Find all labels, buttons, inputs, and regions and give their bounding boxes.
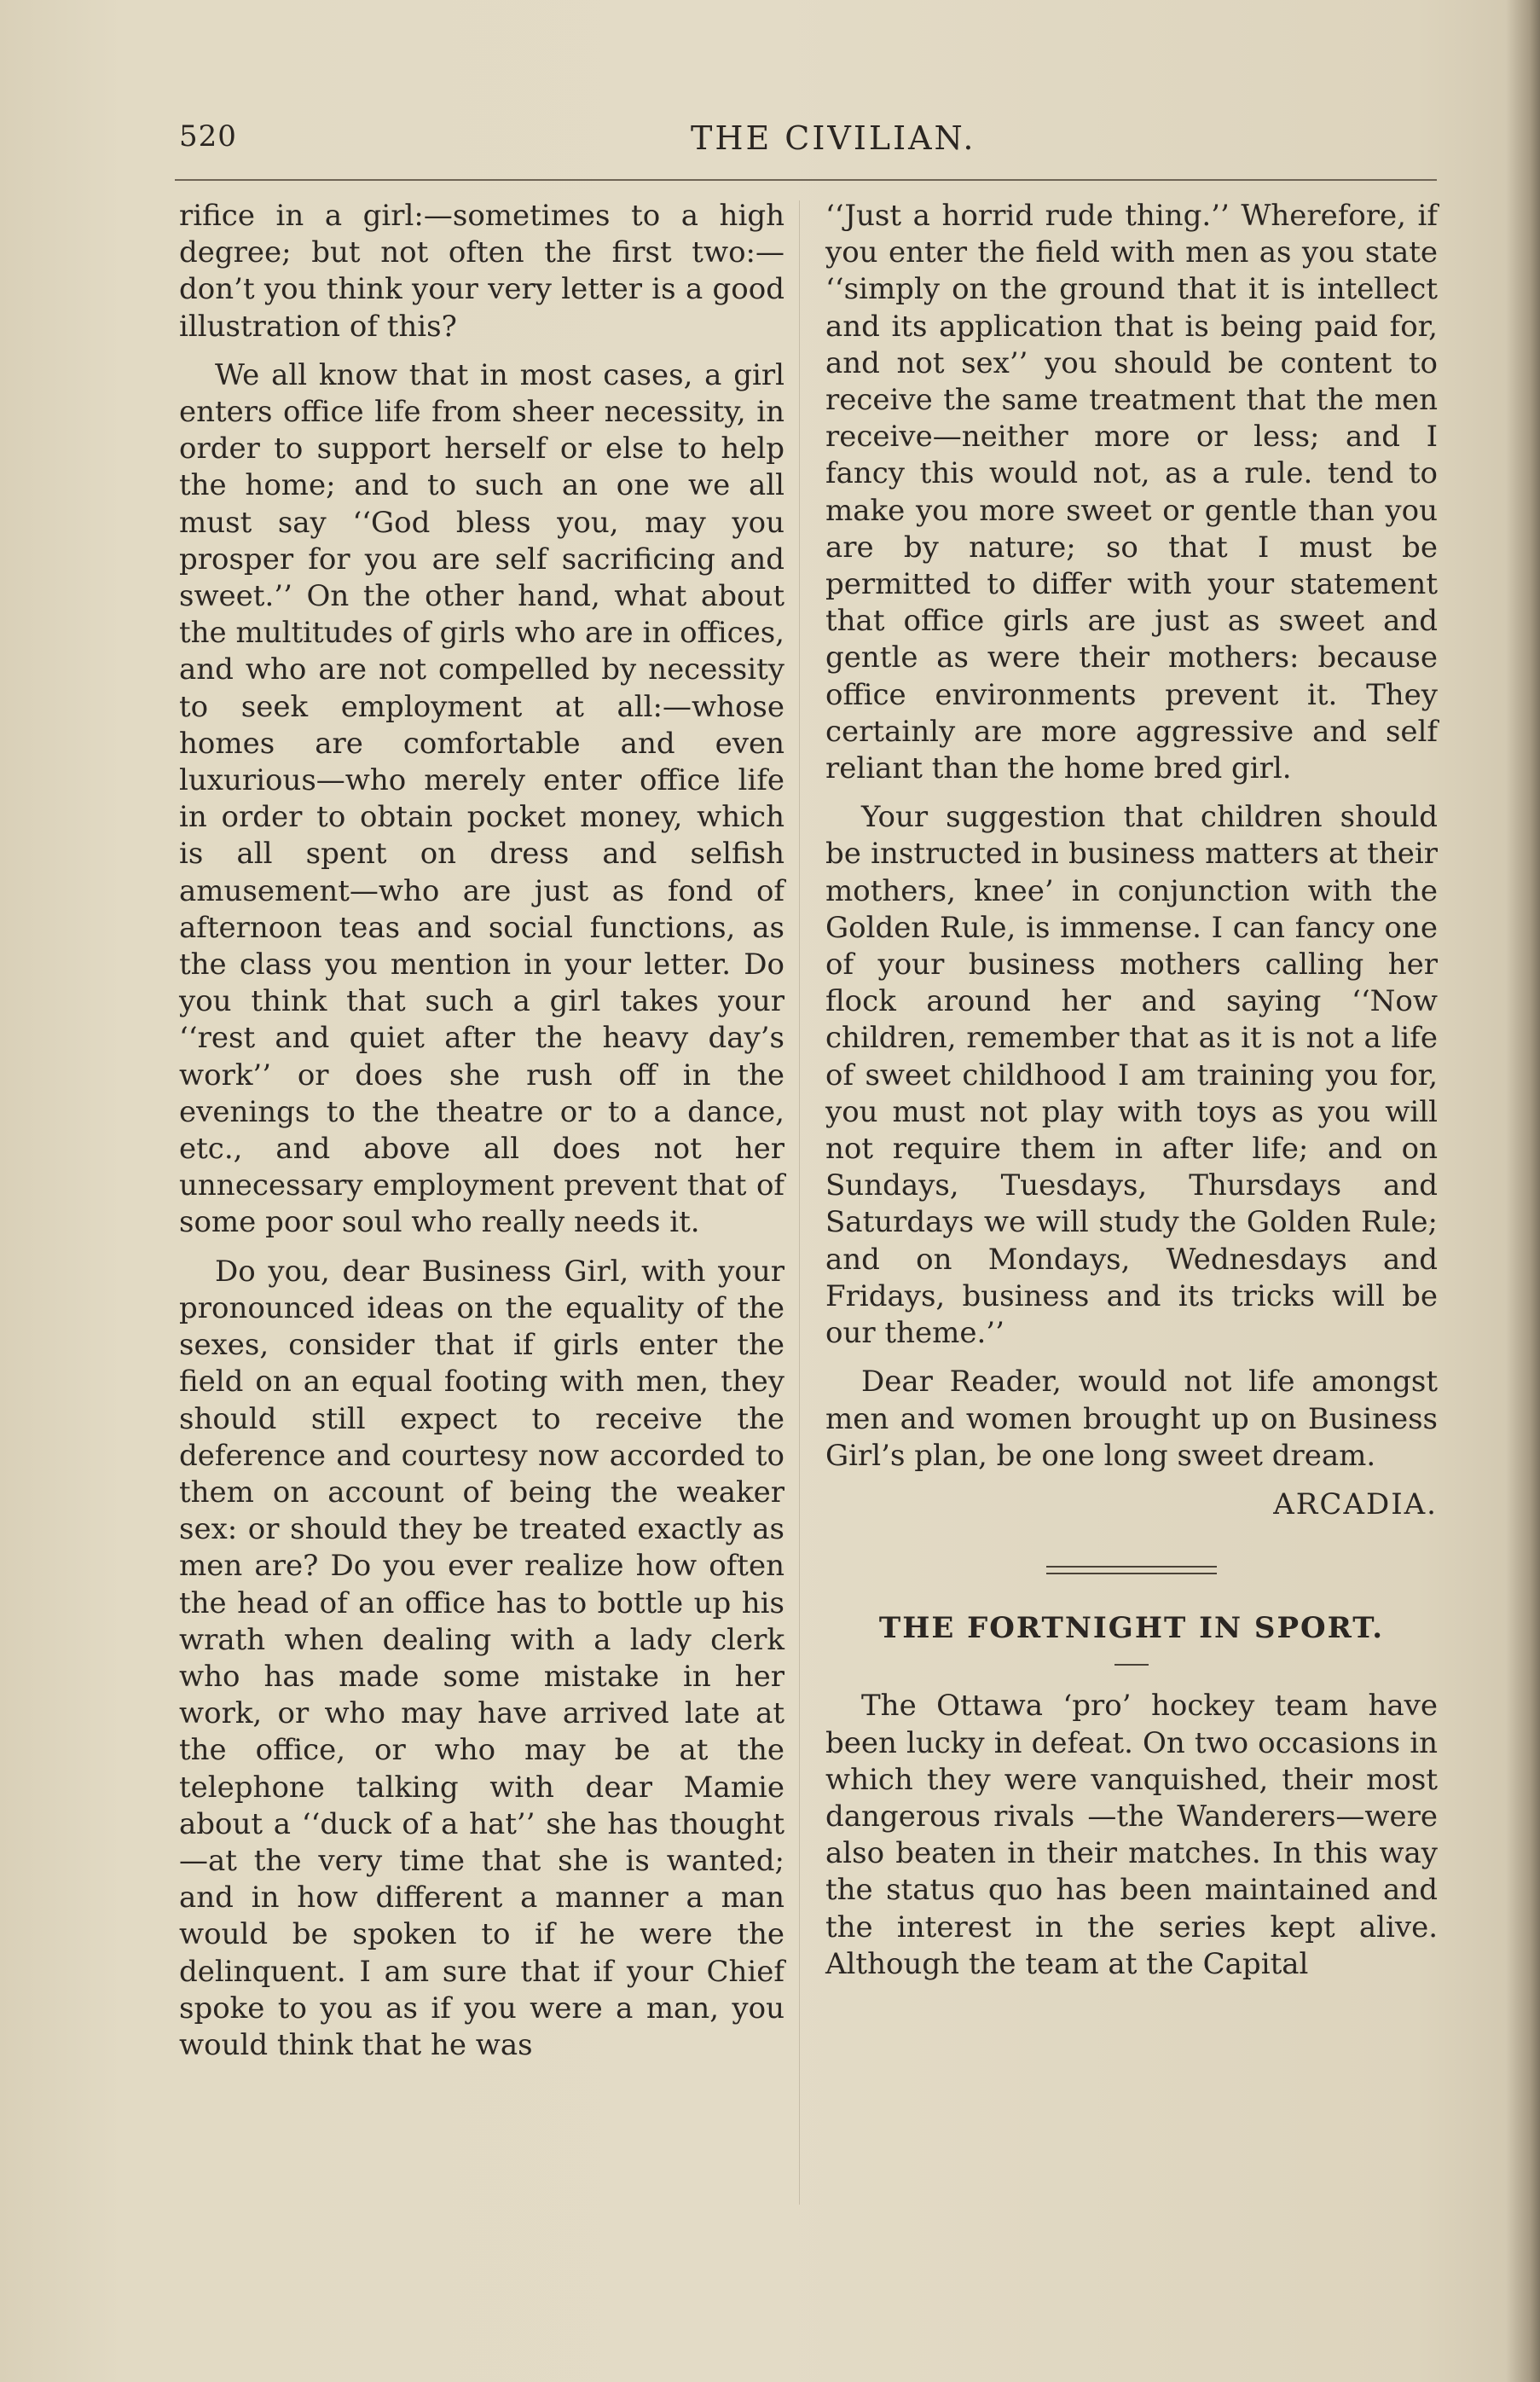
paragraph: We all know that in most cases, a girl enters office life from sheer necessity, in order to support herself or else to help the home; and to such an one we all must say ‘‘God bless you, may you prosper for you are self sacrificing and sweet.’’ On the other hand, what about the multitudes of girls who are in offices, and who are not compelled by necessity to seek employment at all:—whose homes are comfortable and even luxurious—who merely enter office life in order to obtain pocket money, which is all spent on dress and selfish amusement—who are just as fond of afternoon teas and social functions, as the class you mention in your letter. Do you think that such a girl takes your ‘‘rest and quiet after the heavy day’s work’’ or does she rush off in the evenings to the theatre or to a dance, etc., and above all does not her unnecessary employment prevent that of some poor soul who really needs it. bbox=[179, 357, 784, 1240]
title-rule bbox=[1114, 1664, 1149, 1666]
journal-title: THE CIVILIAN. bbox=[691, 119, 976, 157]
paragraph: rifice in a girl:—sometimes to a high degree; but not often the first two:—don’t you think your very letter is a good illustration of this? bbox=[179, 199, 784, 344]
page-header bbox=[179, 119, 1433, 171]
binding-shadow bbox=[1506, 0, 1540, 2382]
section-title: THE FORTNIGHT IN SPORT. bbox=[878, 1611, 1385, 1646]
header-rule bbox=[175, 179, 1437, 181]
author-signature: ARCADIA. bbox=[1273, 1487, 1438, 1521]
paragraph: Dear Reader, would not life amongst men and women brought up on Business Girl’s plan, be one long sweet dream. bbox=[825, 1365, 1438, 1473]
paragraph: Your suggestion that children should be instructed in business matters at their mothers, knee’ in conjunction with the Golden Rule, is immense. I can fancy one of your business mothers calling her flock around her and saying ‘‘Now children, remember that as it is not a life of sweet childhood I am training you for, you must not play with toys as you will not require them in after life; and on Sundays, Tuesdays, Thursdays and Saturdays we will study the Golden Rule; and on Mondays, Wednesdays and Fridays, business and its tricks will be our theme.’’ bbox=[825, 800, 1438, 1351]
right-column bbox=[825, 198, 1438, 2228]
paragraph: The Ottawa ‘pro’ hockey team have been lucky in defeat. On two occasions in which they were vanquished, their most dangerous rivals —the Wanderers—were also beaten in their matches. In this way the status quo has been maintained and the interest in the series kept alive. Although the team at the Capital bbox=[825, 1689, 1438, 1981]
paragraph: ‘‘Just a horrid rude thing.’’ Wherefore, if you enter the field with men as you state ‘‘simply on the ground that it is intellect and its application that is being paid for, and not sex’’ you should be content to receive the same treatment that the men receive—neither more or less; and I fancy this would not, as a rule. tend to make you more sweet or gentle than you are by nature; so that I must be permitted to differ with your statement that office girls are just as sweet and gentle as were their mothers: because office environments prevent it. They certainly are more aggressive and self reliant than the home bred girl. bbox=[825, 199, 1438, 786]
left-column bbox=[179, 198, 784, 2228]
column-divider bbox=[799, 200, 800, 2205]
paragraph: Do you, dear Business Girl, with your pronounced ideas on the equality of the sexes, consider that if girls enter the field on an equal footing with men, they should still expect to receive the deference and courtesy now accorded to them on account of being the weaker sex: or should they be treated exactly as men are? Do you ever realize how often the head of an office has to bottle up his wrath when dealing with a lady clerk who has made some mistake in her work, or who may have arrived late at the office, or who may be at the telephone talking with dear Mamie about a ‘‘duck of a hat’’ she has thought—at the very time that she is wanted; and in how different a manner a man would be spoken to if he were the delinquent. I am sure that if your Chief spoke to you as if you were a man, you would think that he was bbox=[179, 1254, 784, 2062]
page-number: 520 bbox=[179, 119, 237, 154]
section-separator bbox=[1046, 1566, 1217, 1574]
